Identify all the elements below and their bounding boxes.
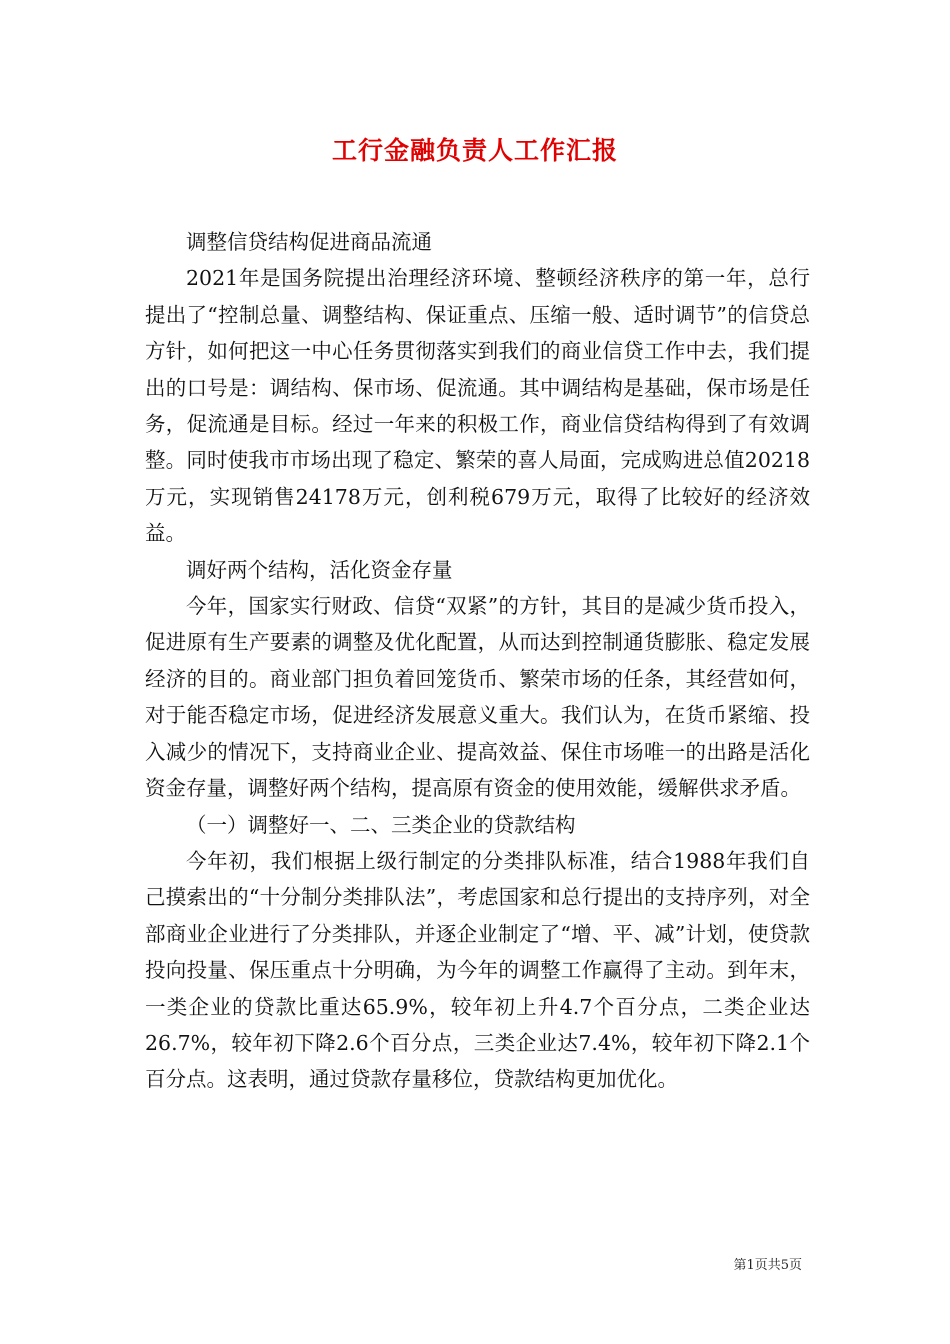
- paragraph: 2021年是国务院提出治理经济环境、整顿经济秩序的第一年，总行提出了“控制总量、调整结构、保证重点、压缩一般、适时调节”的信贷总方针，如何把这一中心任务贯彻落实到我们的商业信贷工作中去，我们提出的口号是：调结构、保市场、促流通。其中调结构是基础，保市场是任务，促流通是目标。经过一年来的积极工作，商业信贷结构得到了有效调整。同时使我市市场出现了稳定、繁荣的喜人局面，完成购进总值20218万元，实现销售24178万元，创利税679万元，取得了比较好的经济效益。: [145, 266, 810, 546]
- document-title: 工行金融负责人工作汇报: [331, 136, 618, 165]
- paragraph: 今年，国家实行财政、信贷“双紧”的方针，其目的是减少货币投入，促进原有生产要素的调整及优化配置，从而达到控制通货膨胀、稳定发展经济的目的。商业部门担负着回笼货币、繁荣市场的任条，其经营如何，对于能否稳定市场，促进经济发展意义重大。我们认为，在货币紧缩、投入减少的情况下，支持商业企业、提高效益、保住市场唯一的出路是活化资金存量，调整好两个结构，提高原有资金的使用效能，缓解供求矛盾。: [145, 594, 810, 801]
- section-heading: 调好两个结构，活化资金存量: [186, 557, 453, 582]
- page-number-footer: 第1页共5页: [733, 1258, 802, 1273]
- document-body: [145, 224, 810, 1098]
- paragraph: 今年初，我们根据上级行制定的分类排队标准，结合1988年我们自己摸索出的“十分制分类排队法”，考虑国家和总行提出的支持序列，对全部商业企业进行了分类排队，并逐企业制定了“增、平、减”计划，使贷款投向投量、保压重点十分明确，为今年的调整工作赢得了主动。到年末，一类企业的贷款比重达65.9%，较年初上升4.7个百分点，二类企业达26.7%，较年初下降2.6个百分点，三类企业达7.4%，较年初下降2.1个百分点。这表明，通过贷款存量移位，贷款结构更加优化。: [145, 848, 810, 1092]
- section-heading: 调整信贷结构促进商品流通: [186, 230, 432, 254]
- subsection-heading: （一）调整好一、二、三类企业的贷款结构: [186, 812, 576, 837]
